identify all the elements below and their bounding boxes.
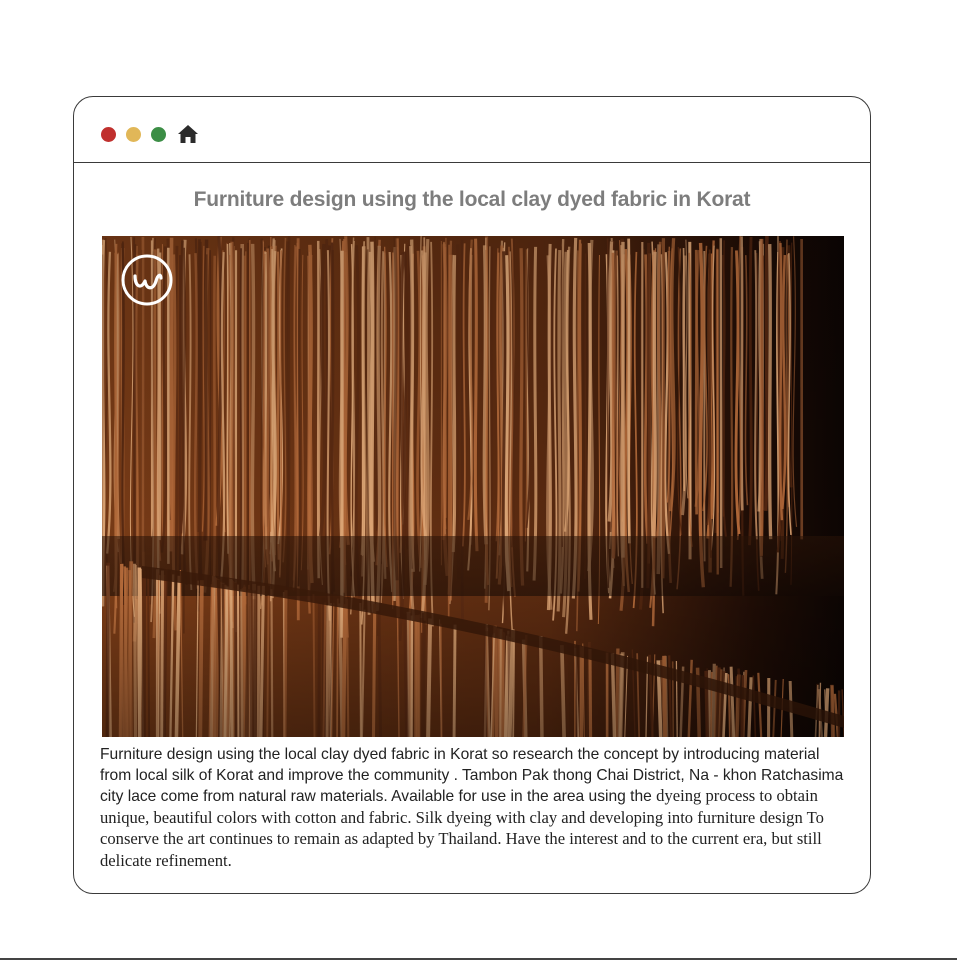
minimize-dot-icon[interactable] [126,127,141,142]
page-title: Furniture design using the local clay dyed fabric in Korat [193,188,751,211]
window-titlebar [74,97,870,163]
browser-window [73,96,871,894]
silk-yarn-photo [102,236,844,737]
silk-yarn-image [102,236,844,737]
article-body [100,745,852,873]
maximize-dot-icon[interactable] [151,127,166,142]
article-paragraph-part-2: dyeing process to obtain unique, beautiful colors with cotton and fabric. Silk dyeing with clay and developing into furniture design To conserve the art continues to remain as adapted by Thailand. Have the interest and to the current era, but still delicate refinement. [100,786,824,870]
home-icon[interactable] [177,124,199,144]
close-dot-icon[interactable] [101,127,116,142]
article-paragraph-part-1: Furniture design using the local clay dyed fabric in Korat so research the concept by introducing material from local silk of Korat and improve the community . Tambon Pak thong Chai District, Na - khon Ratchasima city lace come from natural raw materials. Available for use in the area using the [100,746,844,806]
w-logo-icon [121,254,173,306]
